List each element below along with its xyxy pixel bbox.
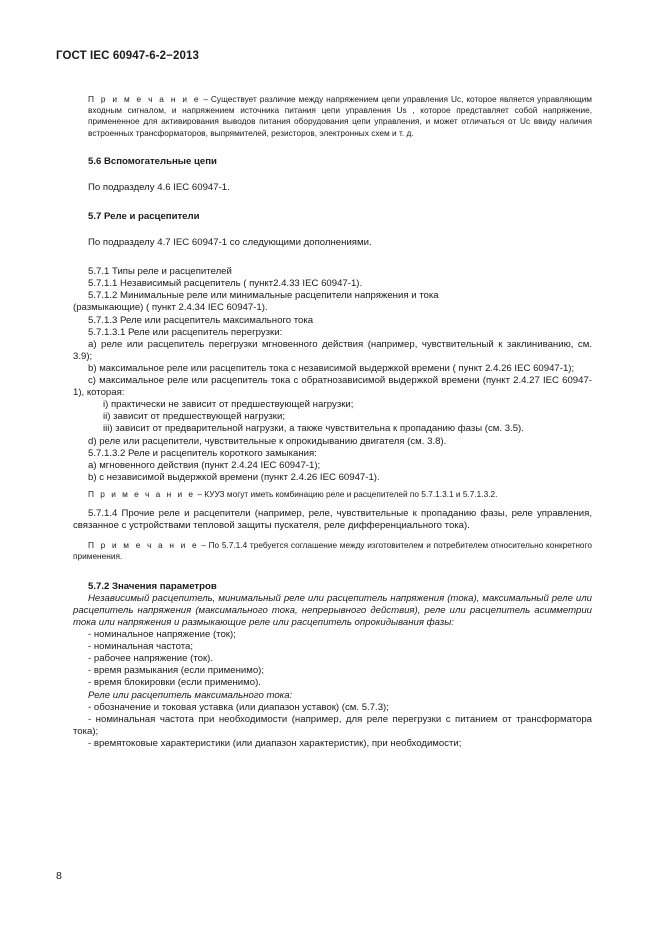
- list-item: а) реле или расцепитель перегрузки мгновенного действия (например, чувствительный к заклиниванию, см. 3.9);: [73, 338, 592, 362]
- list-item: ii) зависит от предшествующей нагрузки;: [103, 411, 285, 423]
- paragraph-5-7-1-4: 5.7.1.4 Прочие реле и расцепители (например, реле, чувствительные к пропаданию фазы, реле управления, связанное с устройствами тепловой защиты пускателя, реле дифференциального тока).: [73, 508, 592, 532]
- note-control-voltage: [88, 94, 592, 139]
- list-item: iii) зависит от предварительной нагрузки, а также чувствительна к пропаданию фазы (см. 3.5).: [103, 423, 524, 435]
- note-label: П р и м е ч а н и е: [88, 94, 201, 104]
- note-label: П р и м е ч а н и е: [88, 540, 199, 551]
- list-item: - номинальная частота при необходимости (например, для реле перегрузки с питанием от трансформатора тока);: [73, 713, 592, 737]
- section-5-7-2-subheading: Реле или расцепитель максимального тока:: [88, 689, 293, 701]
- list-item: b) максимальное реле или расцепитель тока с независимой выдержкой времени ( пункт 2.4.26 IEC 60947-1);: [88, 362, 575, 374]
- list-item: 5.7.1.3 Реле или расцепитель максимального тока: [88, 314, 314, 326]
- list-item: b) с независимой выдержкой времени (пункт 2.4.26 IEC 60947-1).: [88, 471, 380, 483]
- list-item: а) мгновенного действия (пункт 2.4.24 IEC 60947-1);: [88, 459, 321, 471]
- note-agreement: [73, 540, 592, 562]
- list-item: - время размыкания (если применимо);: [88, 665, 265, 677]
- note-label: П р и м е ч а н и е: [88, 488, 196, 499]
- section-5-6-text: По подразделу 4.6 IEC 60947-1.: [88, 181, 230, 193]
- list-item: i) практически не зависит от предшествующей нагрузки;: [103, 399, 354, 411]
- list-item: 5.7.1.3.2 Реле и расцепитель короткого замыкания:: [88, 447, 317, 459]
- section-5-7-2-heading: 5.7.2 Значения параметров: [88, 580, 217, 592]
- list-item: 5.7.1.1 Независимый расцепитель ( пункт2.4.33 IEC 60947-1).: [88, 278, 363, 290]
- list-item: - время блокировки (если применимо).: [88, 677, 261, 689]
- list-item: - времятоковые характеристики (или диапазон характеристик), при необходимости;: [88, 737, 462, 749]
- list-item: - номинальная частота;: [88, 641, 194, 653]
- list-item: c) максимальное реле или расцепитель тока с обратнозависимой выдержкой времени (пункт 2.4.27 IEC 60947-1), которая:: [73, 375, 592, 399]
- list-item: - номинальное напряжение (ток);: [88, 629, 236, 641]
- list-item: 5.7.1.3.1 Реле или расцепитель перегрузки:: [88, 326, 283, 338]
- section-5-6-heading: 5.6 Вспомогательные цепи: [88, 155, 217, 167]
- list-item: - рабочее напряжение (ток).: [88, 653, 214, 665]
- note-text: – По 5.7.1.4 требуется соглашение между изготовителем и потребителем относительно конкретного применения.: [73, 540, 592, 562]
- section-5-7-text: По подразделу 4.7 IEC 60947-1 со следующими дополнениями.: [88, 237, 372, 249]
- note-combination: [88, 489, 592, 500]
- list-item: 5.7.1 Типы реле и расцепителей: [88, 266, 232, 278]
- page-number: 8: [56, 870, 62, 882]
- list-item: 5.7.1.2 Минимальные реле или минимальные расцепители напряжения и тока: [88, 290, 439, 302]
- section-5-7-2-intro: Независимый расцепитель, минимальный реле или расцепитель напряжения (тока), максимальный реле или расцепитель напряжения (максимального тока, непрерывного действия), реле или расцепитель асимметрии тока или напряжения и размыкающие реле или расцепитель опрокидывания фазы:: [73, 592, 592, 628]
- section-5-7-heading: 5.7 Реле и расцепители: [88, 211, 200, 222]
- document-header: ГОСТ IEC 60947-6-2−2013: [56, 50, 199, 62]
- note-text: – КУУЗ могут иметь комбинацию реле и расцепителей по 5.7.1.3.1 и 5.7.1.3.2.: [195, 488, 498, 499]
- page-content: [73, 94, 592, 750]
- list-item: d) реле или расцепители, чувствительные к опрокидыванию двигателя (см. 3.8).: [88, 435, 447, 447]
- list-item: (размыкающие) ( пункт 2.4.34 IEC 60947-1).: [73, 302, 268, 314]
- list-item: - обозначение и токовая уставка (или диапазон уставок) (см. 5.7.3);: [88, 701, 389, 713]
- note-text: – Существует различие между напряжением цепи управления Uc, которое является управляющим входным сигналом, и напряжением источника питания цепи управления Us , которое представляет собой напряжение, примененное для активирования выводов питания оборудования цепи управления, и может отличаться от Uc ввиду наличия встроенных трансформаторов, выпрямителей, резисторов, электронных схем и т. д.: [88, 94, 592, 138]
